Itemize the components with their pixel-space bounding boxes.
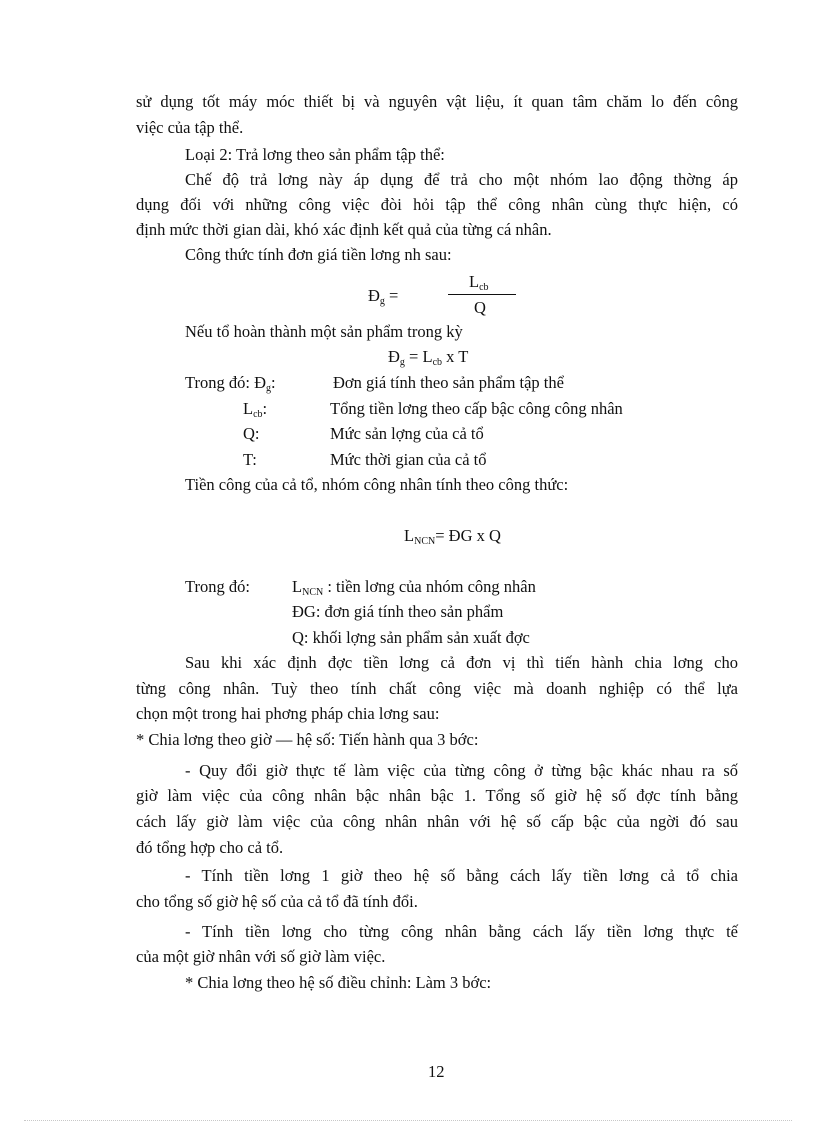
fraction-bar	[448, 294, 516, 295]
formula-3: $L_{NCN}=$ ĐG x Q	[404, 526, 501, 547]
definition-desc: Mức sản lợng của cả tổ	[330, 424, 484, 443]
section-heading: Loại 2: Trả lơng theo sản phẩm tập thể:	[185, 145, 445, 164]
definition-term: $L_{cb}$:	[243, 399, 268, 420]
text-line: - Tính tiền lơng 1 giờ theo hệ số bằng cách lấy tiền lơng cả tổ chia	[185, 866, 738, 885]
formula-denominator: Q	[474, 298, 486, 317]
text-line: cách lấy giờ làm việc của công nhân nhân với hệ số cấp bậc của ngời đó sau	[136, 812, 738, 831]
formula-numerator: $L_{cb}$	[469, 272, 489, 293]
text-line: dụng đối với những công việc đòi hỏi tập thể công nhân cùng thực hiện, có	[136, 195, 738, 214]
text-line: Chế độ trả lơng này áp dụng để trả cho một nhóm lao động thờng áp	[185, 170, 738, 189]
definition-term: T:	[243, 450, 257, 469]
text-line: cho tổng số giờ hệ số của cả tổ đã tính đổi.	[136, 892, 418, 911]
text-line: - Quy đổi giờ thực tế làm việc của từng công ở từng bậc khác nhau ra số	[185, 761, 738, 780]
text-line: Công thức tính đơn giá tiền lơng nh sau:	[185, 245, 452, 264]
text-line: việc của tập thể.	[136, 118, 244, 137]
page-number: 12	[428, 1062, 445, 1081]
text-line: định mức thời gian dài, khó xác định kết quả của từng cá nhân.	[136, 220, 552, 239]
definition-item: Q: khối lợng sản phẩm sản xuất đợc	[292, 628, 530, 647]
text-line: đó tổng hợp cho cả tổ.	[136, 838, 284, 857]
definition-term: Trong đó: $Đ_g$:	[185, 373, 276, 394]
definition-label: Trong đó:	[185, 577, 250, 596]
text-line: Nếu tổ hoàn thành một sản phẩm trong kỳ	[185, 322, 463, 341]
text-line: - Tính tiền lơng cho từng công nhân bằng cách lấy tiền lơng thực tế	[185, 922, 738, 941]
text-line: giờ làm việc của công nhân bậc nhân bậc 1. Tổng số giờ hệ số đợc tính bằng	[136, 786, 738, 805]
text-line: của một giờ nhân với số giờ làm việc.	[136, 947, 386, 966]
bullet-heading: * Chia lơng theo hệ số điều chỉnh: Làm 3 bớc:	[185, 973, 492, 992]
text-line: chọn một trong hai phơng pháp chia lơng sau:	[136, 704, 440, 723]
definition-desc: Mức thời gian của cả tổ	[330, 450, 487, 469]
formula-lhs: $Đ_g$ =	[368, 286, 399, 307]
definition-term: Q:	[243, 424, 260, 443]
page-border-bottom	[24, 1120, 792, 1121]
text-line: từng công nhân. Tuỳ theo tính chất công việc mà doanh nghiệp có thể lựa	[136, 679, 738, 698]
definition-desc: Tổng tiền lơng theo cấp bậc công công nhân	[330, 399, 623, 418]
text-line: Sau khi xác định đợc tiền lơng cả đơn vị thì tiến hành chia lơng cho	[185, 653, 738, 672]
definition-desc: Đơn giá tính theo sản phẩm tập thể	[333, 373, 564, 392]
definition-item: $L_{NCN}$ : tiền lơng của nhóm công nhân	[292, 577, 536, 598]
definition-item: ĐG: đơn giá tính theo sản phẩm	[292, 602, 504, 621]
formula-2: $Đ_g = L_{cb}$ x T	[388, 347, 469, 368]
text-line: sử dụng tốt máy móc thiết bị và nguyên vật liệu, ít quan tâm chăm lo đến công	[136, 92, 738, 111]
bullet-heading: * Chia lơng theo giờ — hệ số: Tiến hành qua 3 bớc:	[136, 730, 479, 749]
text-line: Tiền công của cả tổ, nhóm công nhân tính theo công thức:	[185, 475, 569, 494]
